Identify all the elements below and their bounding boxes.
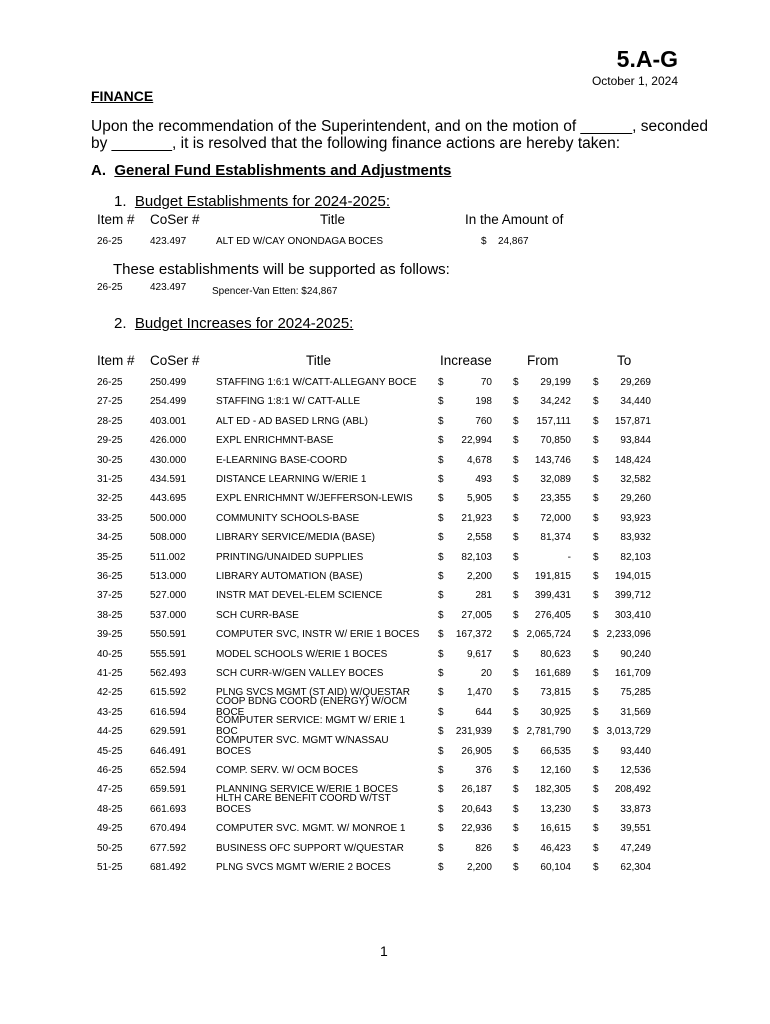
cell-title: PLNG SVCS MGMT W/ERIE 2 BOCES bbox=[216, 862, 391, 873]
cell-from: 29,199 bbox=[540, 377, 571, 388]
cell-coser: 661.693 bbox=[150, 803, 187, 815]
cell-currency: $ bbox=[593, 823, 599, 835]
cell-coser: 681.492 bbox=[150, 862, 187, 873]
cell-from: 66,535 bbox=[540, 745, 571, 757]
cell-currency: $ bbox=[593, 862, 599, 873]
cell-currency: $ bbox=[593, 842, 599, 854]
cell-coser: 652.594 bbox=[150, 765, 187, 776]
cell-from: 72,000 bbox=[540, 512, 571, 524]
cell-currency: $ bbox=[593, 396, 599, 408]
table-row bbox=[0, 532, 770, 551]
cell-item: 51-25 bbox=[97, 862, 123, 873]
cell-to: 208,492 bbox=[614, 784, 651, 796]
cell-currency: $ bbox=[513, 706, 519, 718]
cell-to: 2,233,096 bbox=[606, 629, 651, 641]
cell-title: COMPUTER SERVICE: MGMT W/ ERIE 1 BOC bbox=[216, 715, 406, 738]
cell-from: 191,815 bbox=[534, 571, 571, 582]
cell-currency: $ bbox=[593, 803, 599, 815]
table-row bbox=[0, 629, 770, 648]
cell-from: 70,850 bbox=[540, 435, 571, 447]
cell-currency: $ bbox=[438, 474, 444, 485]
increases-title: Budget Increases for 2024-2025: bbox=[134, 315, 354, 332]
cell-currency: $ bbox=[593, 726, 599, 738]
cell-coser: 513.000 bbox=[150, 571, 187, 582]
cell-currency: $ bbox=[513, 648, 519, 660]
cell-currency: $ bbox=[438, 435, 444, 447]
cell-to: 3,013,729 bbox=[606, 726, 651, 738]
table-row bbox=[0, 792, 770, 823]
cell-from: 12,160 bbox=[540, 765, 571, 776]
table-row bbox=[0, 396, 770, 415]
cell-to: 32,582 bbox=[620, 474, 651, 485]
cell-item: 46-25 bbox=[97, 765, 123, 776]
cell-title: COOP BDNG COORD (ENERGY) W/OCM BOCE bbox=[216, 695, 407, 718]
table-row bbox=[0, 377, 770, 396]
cell-to: 62,304 bbox=[620, 862, 651, 873]
cell-to: 29,260 bbox=[620, 493, 651, 505]
cell-title: COMPUTER SVC. MGMT. W/ MONROE 1 bbox=[216, 823, 406, 835]
cell-item: 40-25 bbox=[97, 648, 123, 660]
cell-to: 82,103 bbox=[620, 551, 651, 563]
cell-to: 93,440 bbox=[620, 745, 651, 757]
cell-currency: $ bbox=[593, 706, 599, 718]
cell-currency: $ bbox=[513, 396, 519, 408]
inc-col-increase: Increase bbox=[440, 353, 492, 368]
cell-currency: $ bbox=[438, 687, 444, 699]
cell-currency: $ bbox=[593, 629, 599, 641]
cell-increase: 2,558 bbox=[466, 532, 492, 544]
cell-from: 23,355 bbox=[540, 493, 571, 505]
cell-currency: $ bbox=[593, 784, 599, 796]
cell-title: E-LEARNING BASE-COORD bbox=[216, 454, 348, 466]
cell-increase: 27,005 bbox=[461, 609, 492, 621]
table-row bbox=[0, 571, 770, 590]
cell-increase: 20,643 bbox=[461, 803, 492, 815]
cell-currency: $ bbox=[438, 823, 444, 835]
cell-currency: $ bbox=[593, 745, 599, 757]
cell-currency: $ bbox=[438, 745, 444, 757]
cell-currency: $ bbox=[513, 377, 519, 388]
cell-coser: 254.499 bbox=[150, 396, 187, 408]
table-row bbox=[0, 823, 770, 842]
cell-coser: 562.493 bbox=[150, 668, 187, 679]
cell-currency: $ bbox=[438, 765, 444, 776]
cell-coser: 443.695 bbox=[150, 493, 187, 505]
cell-title: STAFFING 1:8:1 W/ CATT-ALLE bbox=[216, 396, 361, 408]
cell-coser: 537.000 bbox=[150, 609, 187, 621]
establishments-number: 1. bbox=[114, 193, 127, 210]
cell-to: 194,015 bbox=[614, 571, 651, 582]
cell-currency: $ bbox=[513, 551, 519, 563]
cell-to: 93,923 bbox=[620, 512, 651, 524]
intro-paragraph: Upon the recommendation of the Superintendent, and on the motion of ______, seconded by _______, it is resolved that the following finance actions are hereby taken: bbox=[91, 118, 708, 152]
cell-title: LIBRARY AUTOMATION (BASE) bbox=[216, 571, 363, 582]
cell-coser: 659.591 bbox=[150, 784, 187, 796]
cell-from: 161,689 bbox=[534, 668, 571, 679]
cell-currency: $ bbox=[513, 862, 519, 873]
cell-currency: $ bbox=[593, 590, 599, 602]
cell-currency: $ bbox=[438, 590, 444, 602]
support-row-coser: 423.497 bbox=[150, 282, 187, 293]
cell-increase: 826 bbox=[475, 842, 492, 854]
cell-coser: 403.001 bbox=[150, 415, 187, 427]
est-row-title: ALT ED W/CAY ONONDAGA BOCES bbox=[216, 236, 384, 247]
cell-to: 161,709 bbox=[614, 668, 651, 679]
table-row bbox=[0, 435, 770, 454]
section-a-letter: A. bbox=[91, 162, 106, 179]
cell-from: 81,374 bbox=[540, 532, 571, 544]
cell-item: 45-25 bbox=[97, 745, 123, 757]
cell-item: 42-25 bbox=[97, 687, 123, 699]
cell-title: COMPUTER SVC, INSTR W/ ERIE 1 BOCES bbox=[216, 629, 420, 641]
cell-to: 31,569 bbox=[620, 706, 651, 718]
cell-increase: 20 bbox=[480, 668, 492, 679]
cell-item: 28-25 bbox=[97, 415, 123, 427]
est-row-coser: 423.497 bbox=[150, 236, 187, 247]
cell-title: MODEL SCHOOLS W/ERIE 1 BOCES bbox=[216, 648, 388, 660]
cell-from: 399,431 bbox=[534, 590, 571, 602]
cell-currency: $ bbox=[438, 396, 444, 408]
cell-coser: 677.592 bbox=[150, 842, 187, 854]
cell-title: SCH CURR-BASE bbox=[216, 609, 299, 621]
cell-currency: $ bbox=[513, 726, 519, 738]
table-row bbox=[0, 649, 770, 668]
cell-currency: $ bbox=[593, 609, 599, 621]
table-row bbox=[0, 513, 770, 532]
cell-coser: 511.002 bbox=[150, 551, 186, 563]
cell-to: 399,712 bbox=[614, 590, 651, 602]
cell-title: PLANNING SERVICE W/ERIE 1 BOCES bbox=[216, 784, 399, 796]
cell-from: 143,746 bbox=[534, 454, 571, 466]
cell-increase: 198 bbox=[475, 396, 492, 408]
cell-increase: 644 bbox=[475, 706, 492, 718]
cell-increase: 281 bbox=[475, 590, 492, 602]
inc-col-title: Title bbox=[306, 353, 332, 368]
cell-to: 12,536 bbox=[620, 765, 651, 776]
cell-increase: 26,905 bbox=[461, 745, 492, 757]
cell-increase: 26,187 bbox=[461, 784, 492, 796]
cell-currency: $ bbox=[513, 609, 519, 621]
cell-item: 43-25 bbox=[97, 706, 123, 718]
cell-coser: 629.591 bbox=[150, 726, 187, 738]
cell-item: 26-25 bbox=[97, 377, 123, 388]
section-a-title: General Fund Establishments and Adjustments bbox=[114, 162, 452, 179]
cell-coser: 250.499 bbox=[150, 377, 187, 388]
cell-currency: $ bbox=[438, 571, 444, 582]
cell-currency: $ bbox=[438, 415, 444, 427]
table-row bbox=[0, 610, 770, 629]
cell-currency: $ bbox=[513, 571, 519, 582]
cell-coser: 550.591 bbox=[150, 629, 187, 641]
cell-currency: $ bbox=[513, 784, 519, 796]
cell-coser: 646.491 bbox=[150, 745, 187, 757]
cell-currency: $ bbox=[593, 648, 599, 660]
est-row-amount: 24,867 bbox=[498, 236, 529, 247]
cell-currency: $ bbox=[593, 668, 599, 679]
cell-title: EXPL ENRICHMNT-BASE bbox=[216, 435, 334, 447]
cell-coser: 500.000 bbox=[150, 512, 187, 524]
cell-increase: 2,200 bbox=[466, 862, 492, 873]
inc-col-coser: CoSer # bbox=[150, 353, 200, 368]
cell-currency: $ bbox=[513, 454, 519, 466]
cell-currency: $ bbox=[513, 512, 519, 524]
cell-to: 29,269 bbox=[620, 377, 651, 388]
cell-increase: 5,905 bbox=[466, 493, 492, 505]
cell-item: 31-25 bbox=[97, 474, 123, 485]
cell-coser: 670.494 bbox=[150, 823, 187, 835]
cell-increase: 2,200 bbox=[466, 571, 492, 582]
cell-item: 49-25 bbox=[97, 823, 123, 835]
cell-currency: $ bbox=[593, 532, 599, 544]
cell-currency: $ bbox=[593, 435, 599, 447]
cell-to: 83,932 bbox=[620, 532, 651, 544]
cell-coser: 430.000 bbox=[150, 454, 187, 466]
cell-coser: 508.000 bbox=[150, 532, 187, 544]
cell-from: - bbox=[567, 551, 571, 563]
cell-item: 47-25 bbox=[97, 784, 123, 796]
cell-from: 30,925 bbox=[540, 706, 571, 718]
cell-from: 182,305 bbox=[534, 784, 571, 796]
cell-currency: $ bbox=[438, 551, 444, 563]
est-col-amount: In the Amount of bbox=[465, 212, 564, 227]
cell-currency: $ bbox=[513, 687, 519, 699]
cell-item: 50-25 bbox=[97, 842, 123, 854]
section-title: FINANCE bbox=[91, 88, 154, 104]
inc-col-from: From bbox=[527, 353, 559, 368]
section-a-heading bbox=[91, 162, 451, 179]
cell-currency: $ bbox=[593, 765, 599, 776]
cell-to: 157,871 bbox=[614, 415, 651, 427]
cell-from: 276,405 bbox=[534, 609, 571, 621]
cell-to: 148,424 bbox=[614, 454, 651, 466]
cell-title: COMP. SERV. W/ OCM BOCES bbox=[216, 765, 359, 776]
cell-currency: $ bbox=[513, 823, 519, 835]
cell-item: 44-25 bbox=[97, 726, 123, 738]
cell-currency: $ bbox=[593, 493, 599, 505]
cell-currency: $ bbox=[513, 629, 519, 641]
cell-title: HLTH CARE BENEFIT COORD W/TST BOCES bbox=[216, 792, 391, 815]
cell-item: 48-25 bbox=[97, 803, 123, 815]
increases-number: 2. bbox=[114, 315, 127, 332]
cell-item: 27-25 bbox=[97, 396, 123, 408]
cell-title: STAFFING 1:6:1 W/CATT-ALLEGANY BOCE bbox=[216, 377, 417, 388]
cell-currency: $ bbox=[438, 609, 444, 621]
page-number: 1 bbox=[380, 943, 388, 959]
cell-coser: 527.000 bbox=[150, 590, 187, 602]
cell-currency: $ bbox=[438, 784, 444, 796]
establishments-heading bbox=[114, 193, 390, 210]
cell-from: 73,815 bbox=[540, 687, 571, 699]
table-row bbox=[0, 765, 770, 784]
cell-to: 93,844 bbox=[620, 435, 651, 447]
cell-from: 2,781,790 bbox=[526, 726, 571, 738]
cell-item: 38-25 bbox=[97, 609, 123, 621]
inc-col-item: Item # bbox=[97, 353, 135, 368]
est-col-title: Title bbox=[320, 212, 346, 227]
cell-currency: $ bbox=[438, 454, 444, 466]
cell-increase: 231,939 bbox=[455, 726, 492, 738]
table-row bbox=[0, 862, 770, 881]
cell-item: 39-25 bbox=[97, 629, 123, 641]
cell-currency: $ bbox=[438, 629, 444, 641]
cell-currency: $ bbox=[593, 454, 599, 466]
cell-currency: $ bbox=[438, 726, 444, 738]
cell-currency: $ bbox=[513, 765, 519, 776]
cell-from: 34,242 bbox=[540, 396, 571, 408]
cell-increase: 376 bbox=[475, 765, 492, 776]
cell-title: EXPL ENRICHMNT W/JEFFERSON-LEWIS bbox=[216, 493, 413, 505]
cell-from: 80,623 bbox=[540, 648, 571, 660]
cell-increase: 22,994 bbox=[461, 435, 492, 447]
cell-currency: $ bbox=[593, 551, 599, 563]
cell-from: 16,615 bbox=[540, 823, 571, 835]
cell-currency: $ bbox=[513, 532, 519, 544]
cell-currency: $ bbox=[438, 862, 444, 873]
cell-to: 75,285 bbox=[620, 687, 651, 699]
cell-title: INSTR MAT DEVEL-ELEM SCIENCE bbox=[216, 590, 383, 602]
cell-currency: $ bbox=[438, 377, 444, 388]
cell-title: PRINTING/UNAIDED SUPPLIES bbox=[216, 551, 364, 563]
cell-currency: $ bbox=[438, 668, 444, 679]
table-row bbox=[0, 590, 770, 609]
cell-currency: $ bbox=[593, 687, 599, 699]
table-row bbox=[0, 668, 770, 687]
cell-title: BUSINESS OFC SUPPORT W/QUESTAR bbox=[216, 842, 404, 854]
support-note: These establishments will be supported as follows: bbox=[113, 261, 450, 278]
cell-to: 39,551 bbox=[620, 823, 651, 835]
table-row bbox=[0, 843, 770, 862]
cell-increase: 4,678 bbox=[466, 454, 492, 466]
cell-currency: $ bbox=[438, 648, 444, 660]
cell-increase: 493 bbox=[475, 474, 492, 485]
cell-increase: 167,372 bbox=[455, 629, 492, 641]
table-row bbox=[0, 734, 770, 765]
cell-from: 46,423 bbox=[540, 842, 571, 854]
support-row-text: Spencer-Van Etten: $24,867 bbox=[212, 286, 338, 297]
cell-currency: $ bbox=[593, 512, 599, 524]
cell-currency: $ bbox=[438, 493, 444, 505]
cell-currency: $ bbox=[513, 474, 519, 485]
cell-currency: $ bbox=[438, 512, 444, 524]
cell-item: 36-25 bbox=[97, 571, 123, 582]
cell-currency: $ bbox=[513, 435, 519, 447]
cell-to: 47,249 bbox=[620, 842, 651, 854]
cell-currency: $ bbox=[513, 493, 519, 505]
cell-currency: $ bbox=[593, 415, 599, 427]
cell-item: 33-25 bbox=[97, 512, 123, 524]
cell-increase: 9,617 bbox=[466, 648, 492, 660]
cell-coser: 615.592 bbox=[150, 687, 187, 699]
document-id: 5.A-G bbox=[616, 46, 678, 72]
cell-to: 34,440 bbox=[620, 396, 651, 408]
cell-from: 13,230 bbox=[540, 803, 571, 815]
cell-item: 41-25 bbox=[97, 668, 123, 679]
cell-title: LIBRARY SERVICE/MEDIA (BASE) bbox=[216, 532, 375, 544]
est-col-item: Item # bbox=[97, 212, 135, 227]
cell-item: 37-25 bbox=[97, 590, 123, 602]
increases-heading bbox=[114, 315, 353, 332]
est-col-coser: CoSer # bbox=[150, 212, 200, 227]
cell-item: 35-25 bbox=[97, 551, 123, 563]
cell-increase: 1,470 bbox=[466, 687, 492, 699]
cell-from: 2,065,724 bbox=[526, 629, 571, 641]
cell-increase: 21,923 bbox=[461, 512, 492, 524]
cell-to: 90,240 bbox=[620, 648, 651, 660]
establishments-title: Budget Establishments for 2024-2025: bbox=[134, 193, 391, 210]
cell-item: 32-25 bbox=[97, 493, 123, 505]
cell-from: 157,111 bbox=[536, 415, 571, 427]
cell-currency: $ bbox=[513, 745, 519, 757]
cell-title: COMMUNITY SCHOOLS-BASE bbox=[216, 512, 360, 524]
support-row-item: 26-25 bbox=[97, 282, 123, 293]
cell-currency: $ bbox=[438, 706, 444, 718]
cell-from: 32,089 bbox=[540, 474, 571, 485]
cell-currency: $ bbox=[438, 842, 444, 854]
cell-currency: $ bbox=[513, 668, 519, 679]
cell-increase: 70 bbox=[480, 377, 492, 388]
cell-currency: $ bbox=[593, 377, 599, 388]
cell-coser: 434.591 bbox=[150, 474, 187, 485]
cell-title: COMPUTER SVC. MGMT W/NASSAU BOCES bbox=[216, 734, 389, 757]
est-row-item: 26-25 bbox=[97, 236, 123, 247]
cell-currency: $ bbox=[593, 571, 599, 582]
cell-currency: $ bbox=[513, 803, 519, 815]
cell-to: 303,410 bbox=[614, 609, 651, 621]
cell-currency: $ bbox=[593, 474, 599, 485]
cell-title: SCH CURR-W/GEN VALLEY BOCES bbox=[216, 668, 384, 679]
cell-coser: 555.591 bbox=[150, 648, 187, 660]
cell-currency: $ bbox=[513, 415, 519, 427]
cell-to: 33,873 bbox=[620, 803, 651, 815]
inc-col-to: To bbox=[617, 353, 632, 368]
est-row-dollar: $ bbox=[481, 236, 487, 247]
cell-currency: $ bbox=[438, 803, 444, 815]
cell-currency: $ bbox=[438, 532, 444, 544]
table-row bbox=[0, 455, 770, 474]
table-row bbox=[0, 493, 770, 512]
table-row bbox=[0, 474, 770, 493]
cell-increase: 82,103 bbox=[461, 551, 492, 563]
document-date: October 1, 2024 bbox=[591, 74, 678, 88]
cell-from: 60,104 bbox=[540, 862, 571, 873]
cell-item: 29-25 bbox=[97, 435, 123, 447]
cell-title: PLNG SVCS MGMT (ST AID) W/QUESTAR bbox=[216, 687, 410, 699]
cell-coser: 616.594 bbox=[150, 706, 187, 718]
cell-item: 34-25 bbox=[97, 532, 123, 544]
table-row bbox=[0, 552, 770, 571]
cell-item: 30-25 bbox=[97, 454, 123, 466]
cell-currency: $ bbox=[513, 590, 519, 602]
cell-increase: 760 bbox=[475, 415, 492, 427]
cell-title: DISTANCE LEARNING W/ERIE 1 bbox=[216, 474, 367, 485]
cell-currency: $ bbox=[513, 842, 519, 854]
cell-title: ALT ED - AD BASED LRNG (ABL) bbox=[216, 415, 368, 427]
cell-coser: 426.000 bbox=[150, 435, 187, 447]
table-row bbox=[0, 416, 770, 435]
cell-increase: 22,936 bbox=[461, 823, 492, 835]
